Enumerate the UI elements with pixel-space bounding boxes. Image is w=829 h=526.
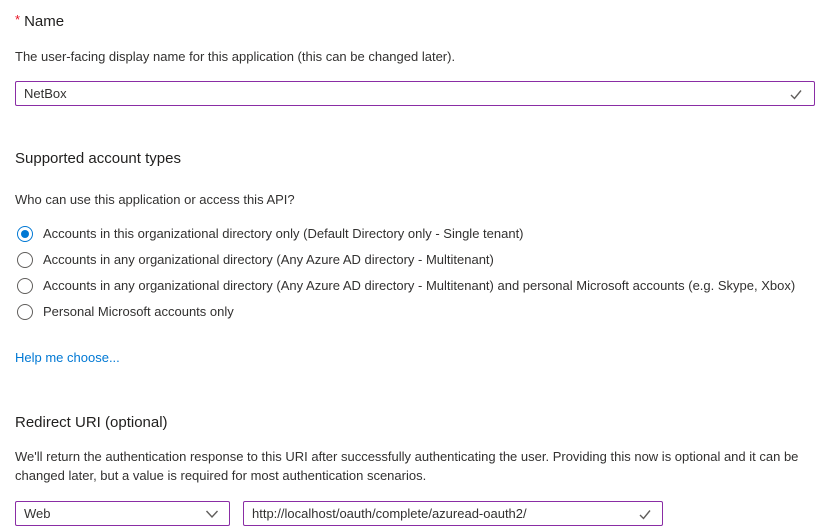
name-section xyxy=(15,10,815,106)
radio-button-multitenant[interactable] xyxy=(17,252,33,268)
uri-field-wrap xyxy=(243,501,663,526)
radio-option-single-tenant[interactable] xyxy=(15,221,815,247)
redirect-uri-section xyxy=(15,413,815,526)
name-input[interactable] xyxy=(15,81,815,106)
radio-button-personal-only[interactable] xyxy=(17,304,33,320)
account-types-title: Supported account types xyxy=(15,150,181,167)
radio-label: Accounts in any organizational directory (Any Azure AD directory - Multitenant) xyxy=(43,252,494,267)
chevron-down-icon xyxy=(205,509,219,519)
radio-button-single-tenant[interactable] xyxy=(17,226,33,242)
radio-option-personal-only[interactable] xyxy=(15,299,815,325)
radio-label: Accounts in this organizational directory only (Default Directory only - Single tenant) xyxy=(43,226,524,241)
radio-label: Accounts in any organizational directory (Any Azure AD directory - Multitenant) and personal Microsoft accounts (e.g. Skype, Xbox) xyxy=(43,278,796,293)
platform-select[interactable] xyxy=(15,501,230,526)
platform-select-value: Web xyxy=(24,506,51,521)
radio-option-multitenant[interactable] xyxy=(15,247,815,273)
name-description: The user-facing display name for this application (this can be changed later). xyxy=(15,49,456,64)
name-title-text: Name xyxy=(24,13,65,30)
name-field-wrap xyxy=(15,81,815,106)
redirect-uri-row xyxy=(15,501,815,526)
account-types-radio-group xyxy=(15,221,815,325)
radio-option-multitenant-personal[interactable] xyxy=(15,273,815,299)
name-section-title xyxy=(15,10,815,32)
account-types-question: Who can use this application or access this API? xyxy=(15,192,295,207)
redirect-uri-description: We'll return the authentication response to this URI after successfully authenticating the user. Providing this now is optional and it can be changed later, but a value is required for most authentication scenarios. xyxy=(15,449,799,483)
radio-label: Personal Microsoft accounts only xyxy=(43,304,234,319)
help-me-choose-link[interactable]: Help me choose... xyxy=(15,350,120,365)
redirect-uri-title: Redirect URI (optional) xyxy=(15,414,168,431)
account-types-section xyxy=(15,149,815,367)
redirect-uri-input[interactable] xyxy=(243,501,663,526)
radio-button-multitenant-personal[interactable] xyxy=(17,278,33,294)
required-asterisk: * xyxy=(15,12,21,27)
